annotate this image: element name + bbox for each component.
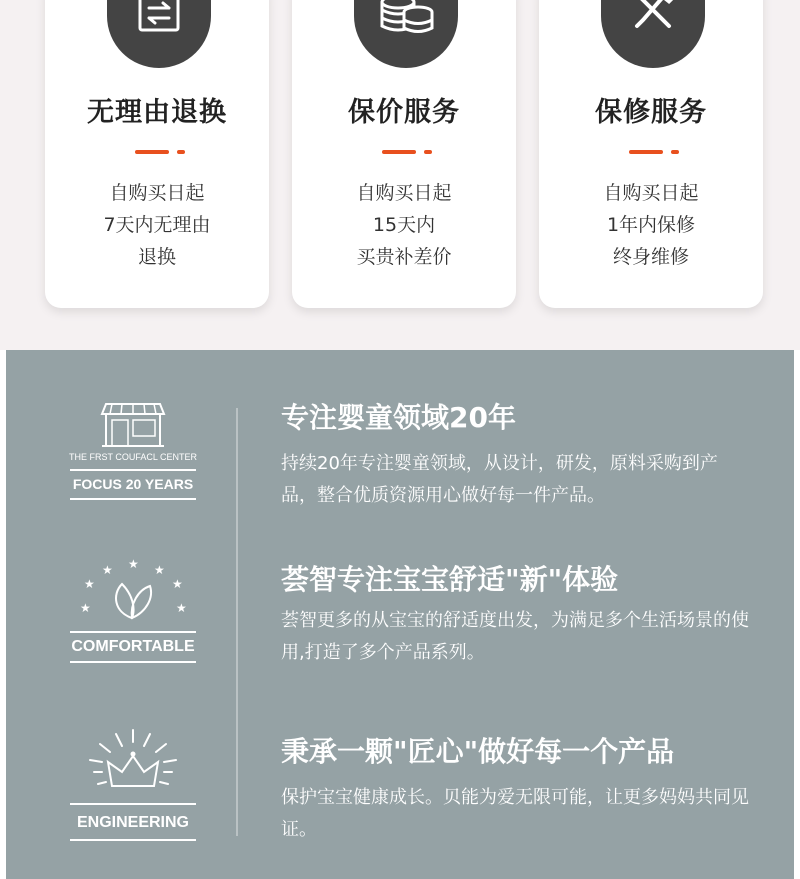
leaf-stars-icon <box>74 556 192 624</box>
service-line: 自购买日起 <box>356 182 452 204</box>
service-line: 7天内无理由 <box>103 214 211 236</box>
service-line: 自购买日起 <box>603 182 699 204</box>
service-card-return <box>45 0 269 308</box>
feature-title: 秉承一颗"匠心"做好每一个产品 <box>281 735 675 768</box>
service-section <box>0 0 800 350</box>
service-title: 保修服务 <box>595 97 707 128</box>
service-line: 1年内保修 <box>606 214 696 236</box>
badge-label-focus: FOCUS 20 YEARS <box>72 476 194 492</box>
service-line: 自购买日起 <box>109 182 205 204</box>
badge-small-text: THE FRST COUFACL CENTER <box>68 452 197 462</box>
badge-rule <box>70 469 196 471</box>
badge-label-comfortable: COMFORTABLE <box>71 638 195 655</box>
feature-title: 荟智专注宝宝舒适"新"体验 <box>281 563 619 596</box>
repair-tools-icon <box>601 0 705 68</box>
badge-rule <box>70 661 196 663</box>
badge-rule <box>70 839 196 841</box>
service-title: 保价服务 <box>348 97 460 128</box>
crown-icon <box>76 728 190 796</box>
svg-text:★: ★ <box>80 601 91 615</box>
storefront-icon <box>100 400 166 450</box>
service-card-price <box>292 0 516 308</box>
feature-title: 专注婴童领域20年 <box>281 401 516 434</box>
badge-rule <box>70 631 196 633</box>
svg-text:★: ★ <box>128 557 139 571</box>
return-box-icon <box>107 0 211 68</box>
service-line: 15天内 <box>372 214 436 236</box>
vertical-divider <box>236 408 238 836</box>
coin-stack-icon <box>354 0 458 68</box>
feature-description: 持续20年专注婴童领域，从设计，研发，原料采购到产品，整合优质资源用心做好每一件产品。 <box>281 453 718 506</box>
feature-description: 荟智更多的从宝宝的舒适度出发，为满足多个生活场景的使用,打造了多个产品系列。 <box>281 610 749 663</box>
svg-text:★: ★ <box>176 601 187 615</box>
badge-rule <box>70 803 196 805</box>
service-line: 买贵补差价 <box>356 246 452 268</box>
svg-text:★: ★ <box>102 563 113 577</box>
feature-description: 保护宝宝健康成长。贝能为爱无限可能，让更多妈妈共同见证。 <box>281 787 749 840</box>
badge-label-engineering: ENGINEERING <box>76 814 189 831</box>
svg-text:★: ★ <box>154 563 165 577</box>
service-title: 无理由退换 <box>87 97 227 128</box>
svg-text:★: ★ <box>172 577 183 591</box>
service-line: 终身维修 <box>612 246 689 268</box>
service-line: 退换 <box>137 246 176 268</box>
badge-rule <box>70 498 196 500</box>
service-card-repair <box>539 0 763 308</box>
svg-text:★: ★ <box>84 577 95 591</box>
